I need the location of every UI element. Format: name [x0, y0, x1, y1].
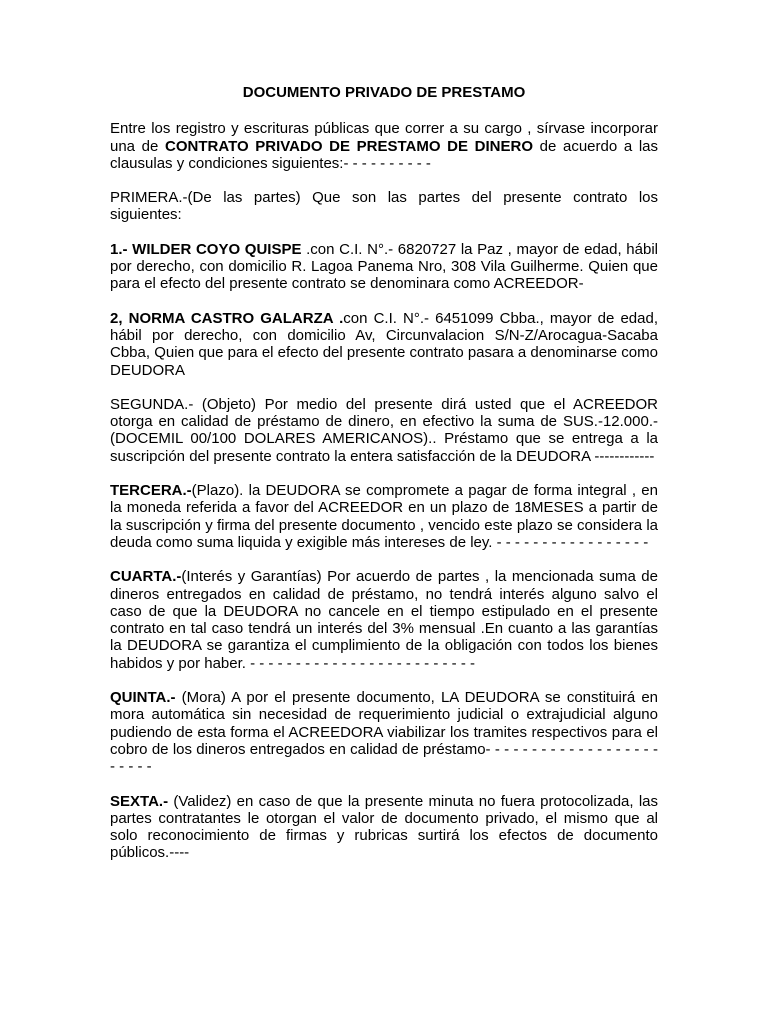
clause-quinta-heading: QUINTA.-: [110, 689, 176, 707]
clause-tercera-heading: TERCERA.-: [110, 482, 192, 500]
document-title: DOCUMENTO PRIVADO DE PRESTAMO: [242, 84, 526, 101]
intro-text-b: de acuerdo a las clausulas y condiciones siguientes:- - - - - - - - - -: [110, 137, 659, 172]
clause-tercera-text: (Plazo). la DEUDORA se compromete a pagar de forma integral , en la moneda referida a favor del ACREEDOR en un plazo de 18MESES a partir de la suscripción y firma del presente documento , vencido este plazo se considera la deuda como suma liquida y exigible más intereses de ley. - - - - - - - - - - - - - - - - -: [110, 482, 658, 551]
clause-sexta-text: (Validez) en caso de que la presente minuta no fuera protocolizada, las partes contratantes le otorgan el valor de documento privado, el mismo que al solo reconocimiento de firmas y rubricas surtirá los efectos de documento públicos.----: [110, 792, 658, 862]
clause-segunda: SEGUNDA.- (Objeto) Por medio del presente dirá usted que el ACREEDOR otorga en calidad de préstamo de dinero, en efectivo la suma de SUS.-12.000.- (DOCEMIL 00/100 DOLARES AMERICANOS).. Préstamo que se entrega a la suscripción del presente contrato la entera satisfacción de la DEUDORA ------------: [110, 395, 658, 465]
clause-cuarta-heading: CUARTA.-: [110, 568, 182, 586]
party-2-paragraph: [110, 310, 658, 379]
clause-quinta: [110, 689, 658, 775]
intro-contract-name: CONTRATO PRIVADO DE PRESTAMO DE DINERO: [165, 137, 533, 155]
clause-tercera: [110, 482, 658, 551]
document-page: [110, 84, 658, 879]
party-2-details: con C.I. N°.- 6451099 Cbba., mayor de edad, hábil por derecho, con domicilio Av, Circunvalacion S/N-Z/Arocagua-Sacaba Cbba, Quien que para el efecto del presente contrato pasara a denominarse como DEUDORA: [110, 309, 659, 379]
clause-quinta-text: (Mora) A por el presente documento, LA DEUDORA se constituirá en mora automática sin necesidad de requerimiento judicial o extrajudicial alguno pudiendo de esta forma el ACREEDORA viabilizar los tramites respectivos para el cobro de los dineros entregados en calidad de préstamo- - - - - - - - - - - - - - - - - - - - - - - -: [110, 689, 658, 776]
party-1-name: 1.- WILDER COYO QUISPE: [110, 240, 302, 258]
party-2-name: 2, NORMA CASTRO GALARZA .: [110, 309, 344, 327]
clause-sexta: [110, 793, 658, 862]
clause-cuarta: [110, 568, 658, 672]
intro-paragraph: [110, 120, 658, 172]
clause-cuarta-text: (Interés y Garantías) Por acuerdo de partes , la mencionada suma de dineros entregados en calidad de préstamo, no tendrá interés alguno salvo el caso de que la DEUDORA no cancele en el tiempo estipulado en el presente contrato en tal caso tendrá un interés del 3% mensual .En cuanto a las garantías la DEUDORA se garantiza el cumplimiento de la obligación con todos los bienes habidos y por haber. - - - - - - - - - - - - - - - - - - - - - - - - -: [110, 568, 658, 672]
clause-primera: PRIMERA.-(De las partes) Que son las partes del presente contrato los siguientes:: [110, 189, 658, 224]
party-1-details: .con C.I. N°.- 6820727 la Paz , mayor de edad, hábil por derecho, con domicilio R. Lagoa Panema Nro, 308 Vila Guilherme. Quien que para el efecto del presente contrato se denominara como ACREEDOR-: [110, 240, 658, 293]
intro-text-a: Entre los registro y escrituras públicas que correr a su cargo , sírvase incorporar una de: [110, 120, 658, 155]
clause-sexta-heading: SEXTA.-: [110, 792, 169, 810]
party-1-paragraph: [110, 241, 658, 293]
